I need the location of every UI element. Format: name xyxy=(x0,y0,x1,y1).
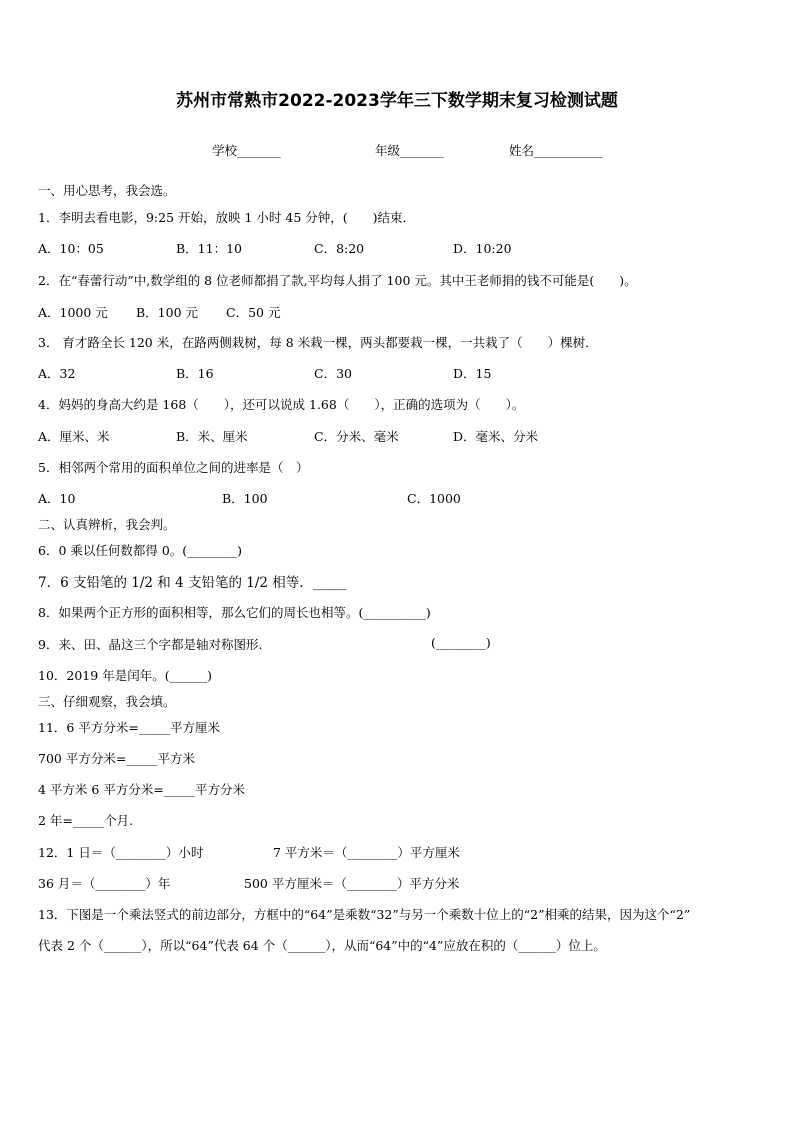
question-12-part-c: 36 月＝（________）年 xyxy=(38,876,171,891)
question-11-line-2: 700 平方分米=_____平方米 xyxy=(38,751,196,766)
q3-option-b: B．16 xyxy=(176,366,214,381)
q2-option-a: A．1000 元 xyxy=(38,305,108,320)
page-title: 苏州市常熟市2022-2023学年三下数学期末复习检测试题 xyxy=(176,91,618,111)
section-heading-3: 三、仔细观察，我会填。 xyxy=(38,694,176,709)
name-field: 姓名___________ xyxy=(509,143,603,158)
question-13-line-1: 13．下图是一个乘法竖式的前边部分，方框中的“64”是乘数“32”与另一个乘数十位上的“2”相乘的结果，因为这个“2” xyxy=(38,907,691,922)
question-4: 4．妈妈的身高大约是 168（ ），还可以说成 1.68（ ），正确的选项为（ ）。 xyxy=(38,397,525,412)
question-11-line-1: 11．6 平方分米=_____平方厘米 xyxy=(38,720,221,735)
question-3: 3． 育才路全长 120 米，在路两侧栽树，每 8 米栽一棵，两头都要栽一棵，一共栽了（ ）棵树． xyxy=(38,335,598,350)
question-7: 7．6 支铅笔的 1/2 和 4 支铅笔的 1/2 相等．_____ xyxy=(38,575,347,591)
question-1: 1．李明去看电影，9:25 开始，放映 1 小时 45 分钟，( )结束． xyxy=(38,210,416,225)
section-heading-1: 一、用心思考，我会选。 xyxy=(38,183,176,198)
question-11-line-3: 4 平方米 6 平方分米=_____平方分米 xyxy=(38,782,246,797)
q3-option-d: D．15 xyxy=(453,366,492,381)
section-heading-2: 二、认真辨析，我会判。 xyxy=(38,517,176,532)
question-10: 10．2019 年是闰年。(______) xyxy=(38,668,212,683)
q4-option-d: D．毫米、分米 xyxy=(453,429,539,444)
question-12-part-b: 7 平方米＝（________）平方厘米 xyxy=(273,845,460,860)
school-field: 学校_______ xyxy=(212,143,281,158)
q5-option-c: C．1000 xyxy=(407,491,461,506)
q5-option-a: A．10 xyxy=(38,491,76,506)
q4-option-c: C．分米、毫米 xyxy=(314,429,399,444)
q4-option-a: A．厘米、米 xyxy=(38,429,110,444)
q3-option-a: A．32 xyxy=(38,366,76,381)
q1-option-d: D．10:20 xyxy=(453,241,512,256)
question-13-line-2: 代表 2 个（______），所以“64”代表 64 个（______），从而“64”中的“4”应放在积的（______）位上。 xyxy=(38,938,606,953)
question-2: 2．在“春蕾行动”中,数学组的 8 位老师都捐了款,平均每人捐了 100 元。其中王老师捐的钱不可能是( )。 xyxy=(38,273,637,288)
question-12-part-d: 500 平方厘米＝（________）平方分米 xyxy=(244,876,460,891)
q2-option-c: C．50 元 xyxy=(226,305,281,320)
question-9-blank: (________) xyxy=(431,635,491,650)
question-9: 9．来、田、晶这三个字都是轴对称图形. xyxy=(38,637,263,652)
q4-option-b: B．米、厘米 xyxy=(176,429,248,444)
q3-option-c: C．30 xyxy=(314,366,352,381)
question-11-line-4: 2 年=_____个月. xyxy=(38,813,134,828)
grade-field: 年级_______ xyxy=(375,143,444,158)
q1-option-c: C．8:20 xyxy=(314,241,365,256)
q5-option-b: B．100 xyxy=(222,491,268,506)
q2-option-b: B．100 元 xyxy=(136,305,199,320)
q1-option-b: B．11：10 xyxy=(176,241,242,256)
question-5: 5．相邻两个常用的面积单位之间的进率是（ ） xyxy=(38,460,309,475)
question-6: 6．0 乘以任何数都得 0。(________) xyxy=(38,543,243,558)
question-8: 8．如果两个正方形的面积相等，那么它们的周长也相等。(__________) xyxy=(38,605,431,620)
question-12-part-a: 12．1 日＝（________）小时 xyxy=(38,845,204,860)
q1-option-a: A．10：05 xyxy=(38,241,104,256)
